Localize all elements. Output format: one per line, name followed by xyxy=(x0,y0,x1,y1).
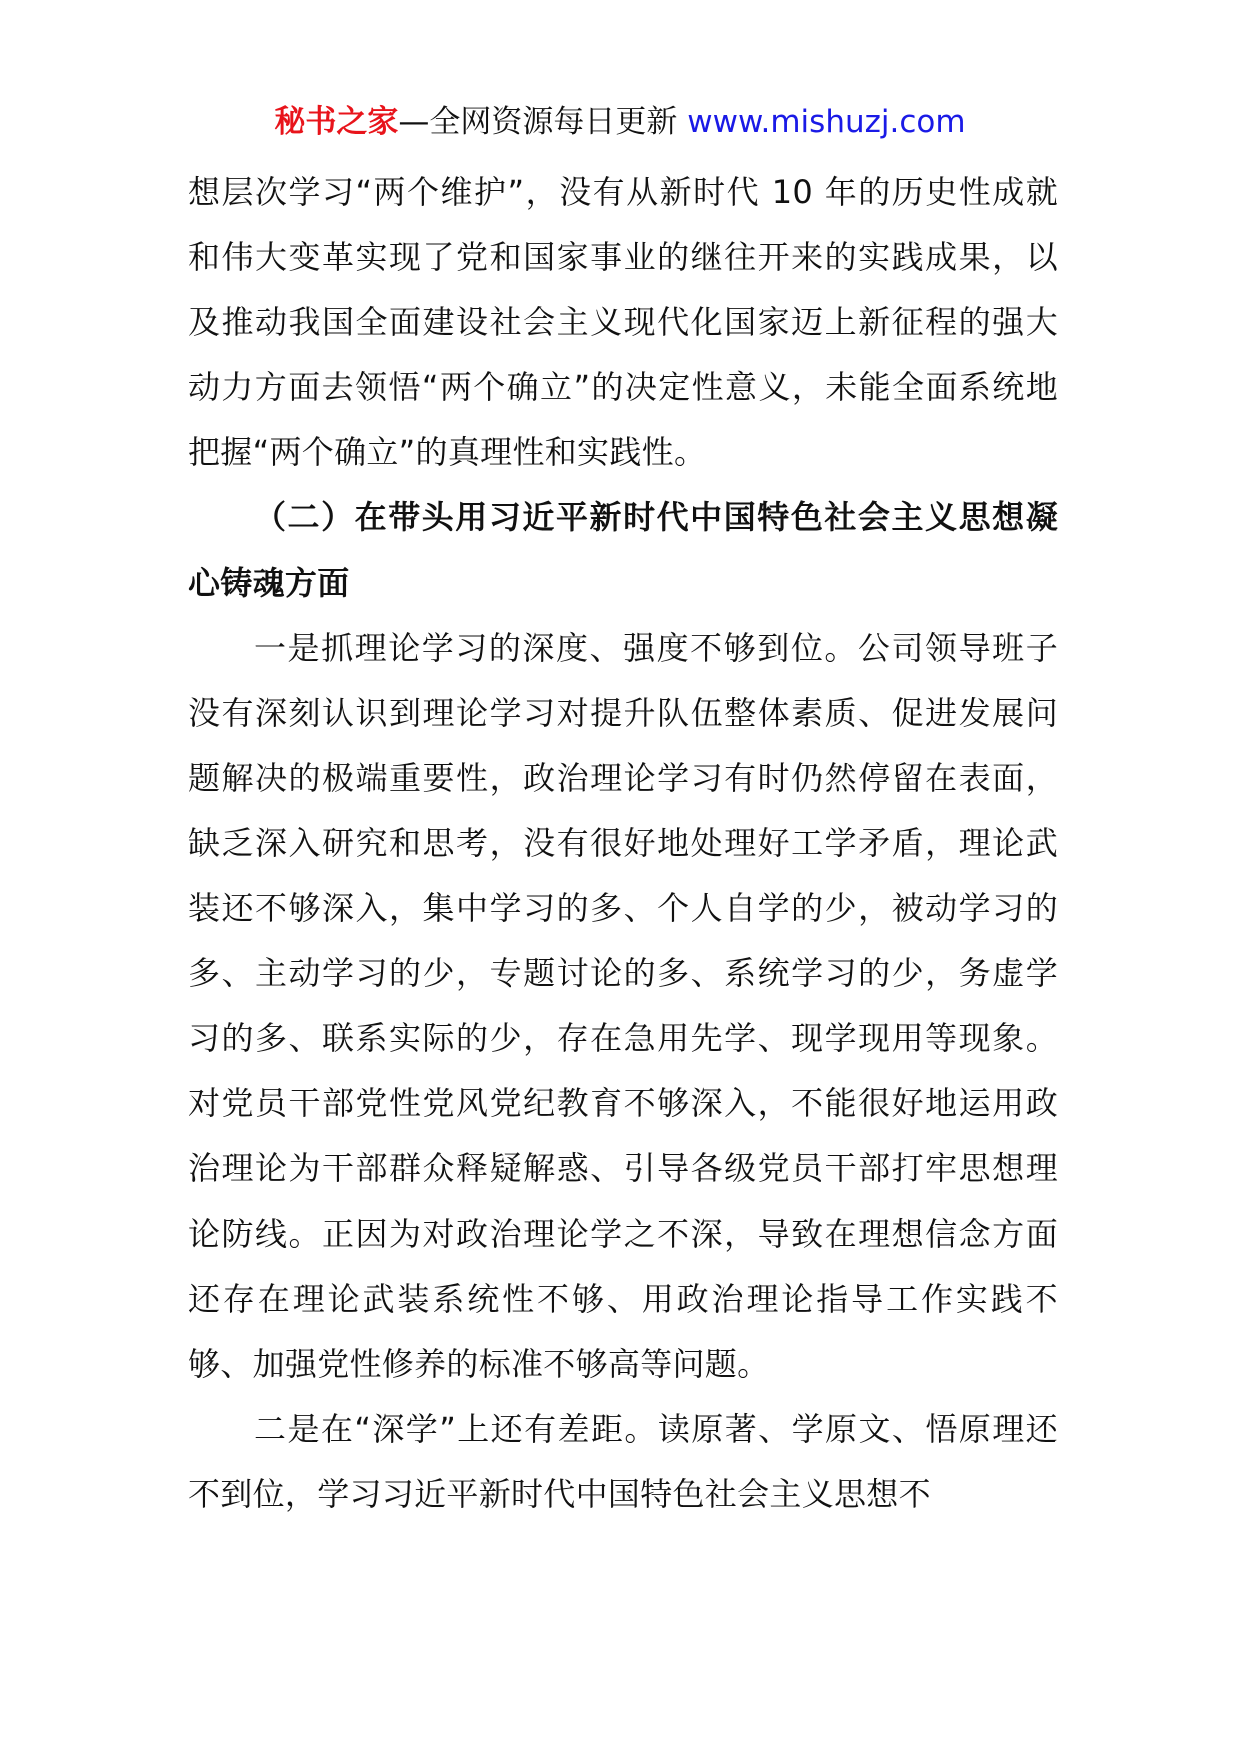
paragraph-continuation: 想层次学习“两个维护”，没有从新时代 10 年的历史性成就和伟大变革实现了党和国家事业的继往开来的实践成果，以及推动我国全面建设社会主义现代化国家迈上新征程的强大动力方面去领悟“两个确立”的决定性意义，未能全面系统地把握“两个确立”的真理性和实践性。 xyxy=(188,173,1058,472)
site-url-link[interactable]: www.mishuzj.com xyxy=(687,104,966,140)
document-body xyxy=(188,160,1058,1527)
paragraph-point-two: 二是在“深学”上还有差距。读原著、学原文、悟原理还不到位，学习习近平新时代中国特色社会主义思想不 xyxy=(188,1409,1058,1513)
brand-name: 秘书之家 xyxy=(274,104,399,140)
section-heading: （二）在带头用习近平新时代中国特色社会主义思想凝心铸魂方面 xyxy=(188,498,1058,602)
site-header xyxy=(0,100,1240,144)
paragraph-point-one: 一是抓理论学习的深度、强度不够到位。公司领导班子没有深刻认识到理论学习对提升队伍整体素质、促进发展问题解决的极端重要性，政治理论学习有时仍然停留在表面，缺乏深入研究和思考，没有很好地处理好工学矛盾，理论武装还不够深入，集中学习的多、个人自学的少，被动学习的多、主动学习的少，专题讨论的多、系统学习的少，务虚学习的多、联系实际的少，存在急用先学、现学现用等现象。对党员干部党性党风党纪教育不够深入，不能很好地运用政治理论为干部群众释疑解惑、引导各级党员干部打牢思想理论防线。正因为对政治理论学之不深，导致在理想信念方面还存在理论武装系统性不够、用政治理论指导工作实践不够、加强党性修养的标准不够高等问题。 xyxy=(188,628,1058,1383)
header-slogan: —全网资源每日更新 xyxy=(398,104,688,140)
